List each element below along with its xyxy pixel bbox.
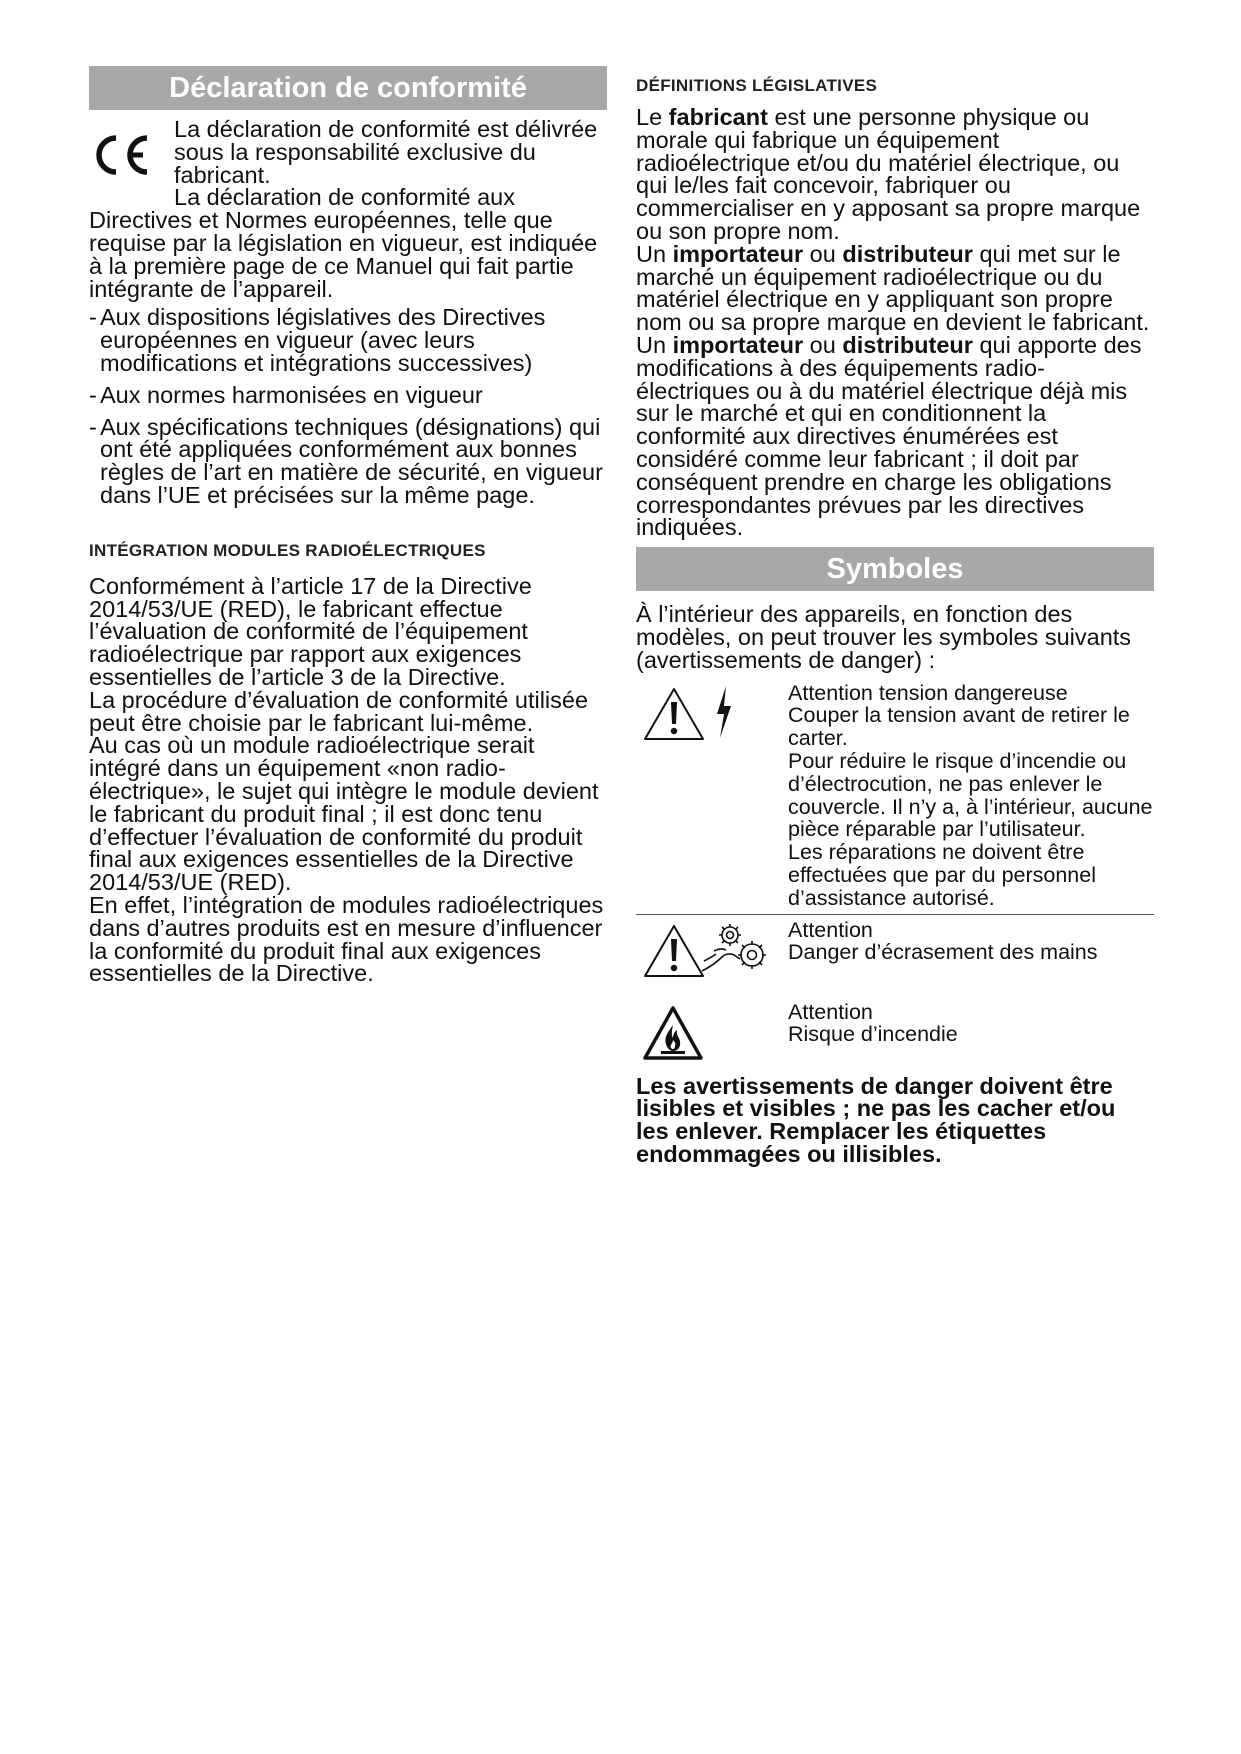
- ce-intro-text: La déclaration de conformité est délivrée sous la responsabilité exclusive du fabricant.: [174, 116, 598, 188]
- symbol-fire-row: [636, 1001, 1154, 1061]
- radio-paragraph: Conformément à l’article 17 de la Directive 2014/53/UE (RED), le fabricant effectue l’évaluation de conformité de l’équipement radioélectrique par rapport aux exigences essentielles de l’article 3 de la Directive.: [89, 572, 532, 690]
- symbol-text-line: Les réparations ne doivent être effectuées que par du personnel d’assistance autorisé.: [788, 840, 1097, 910]
- warning-labels-notice: Les avertissements de danger doivent être lisibles et visibles ; ne pas les cacher et/ou les enlever. Remplacer les étiquettes endommagées ou illisibles.: [636, 1072, 1116, 1167]
- symbol-text-line: Risque d’incendie: [788, 1022, 958, 1047]
- symbol-text-line: Attention: [788, 917, 873, 942]
- symbol-crush-row: [636, 919, 1154, 989]
- radio-paragraph: La procédure d’évaluation de conformité utilisée peut être choisie par le fabricant lui-même.: [89, 686, 589, 736]
- right-column: [636, 66, 1154, 1166]
- list-item: - Aux dispositions législatives des Directives européennes en vigueur (avec leurs modifications et intégrations successives): [89, 304, 546, 376]
- symbol-divider: [636, 914, 1154, 915]
- fire-hazard-icon: [642, 1005, 704, 1061]
- section-title-symbols: Symboles: [636, 547, 1154, 591]
- left-column: [89, 66, 607, 985]
- symbol-text-line: Danger d’écrasement des mains: [788, 940, 1098, 965]
- symbol-text-line: Couper la tension avant de retirer le carter.: [788, 703, 1130, 751]
- symbols-intro: À l’intérieur des appareils, en fonction des modèles, on peut trouver les symboles suivants (avertissements de danger) :: [636, 601, 1132, 673]
- symbol-text-line: Attention: [788, 999, 873, 1024]
- hand-crush-gears-icon: [700, 921, 772, 977]
- legal-definitions-heading: DÉFINITIONS LÉGISLATIVES: [636, 76, 878, 95]
- ce-paragraph: La déclaration de conformité aux Directives et Normes européennes, telle que requise par la législation en vigueur, est indiquée à la première page de ce Manuel qui fait partie intégrante de l’appareil.: [89, 184, 598, 302]
- ce-mark-icon: [89, 132, 151, 178]
- radio-modules-body: [89, 572, 607, 987]
- definition-importer-2: Un importateur ou distributeur qui apporte des modifications à des équipements radio-électriques ou à du matériel électrique déjà mis sur le marché et qui en conditionnent la conformité aux directives énumérées est considéré comme leur fabricant ; il doit par conséquent prendre en charge les obligations correspondantes prévues par les directives indiquées.: [636, 331, 1142, 541]
- radio-paragraph: Au cas où un module radioélectrique serait intégré dans un équipement «non radio- électrique», le sujet qui intègre le module devient le fabricant du produit final ; il est donc tenu d’effectuer l’évaluation de conformité du produit final aux exigences essentielles de la Directive 2014/53/UE (RED).: [89, 732, 599, 896]
- lightning-bolt-icon: [712, 682, 736, 742]
- ce-block: [89, 118, 607, 300]
- warning-triangle-icon: [642, 686, 706, 742]
- symbol-voltage-row: [636, 682, 1154, 910]
- list-item: - Aux spécifications techniques (désignations) qui ont été appliquées conformément aux bonnes règles de l’art en matière de sécurité, en vigueur dans l’UE et précisées sur la même page.: [89, 413, 603, 508]
- symbol-text-line: Pour réduire le risque d’incendie ou d’électrocution, ne pas enlever le couvercle. Il n’y a, à l’intérieur, aucune pièce réparable par l’utilisateur.: [788, 748, 1153, 842]
- list-item: - Aux normes harmonisées en vigueur: [89, 381, 483, 408]
- conformity-list: [89, 306, 607, 506]
- section-title-declaration: Déclaration de conformité: [89, 66, 607, 110]
- warning-triangle-icon: [642, 923, 706, 979]
- definition-manufacturer: Le fabricant est une personne physique ou morale qui fabrique un équipement radioélectrique et/ou du matériel électrique, ou qui le/les fait concevoir, fabriquer ou commercialiser en y apposant sa propre marque ou son propre nom.: [636, 104, 1141, 244]
- definition-importer-1: Un importateur ou distributeur qui met sur le marché un équipement radioélectrique ou du matériel électrique en y appliquant son propre nom ou sa propre marque en devient le fabricant.: [636, 240, 1150, 336]
- definitions-body: [636, 106, 1154, 539]
- radio-modules-heading: INTÉGRATION MODULES RADIOÉLECTRIQUES: [89, 540, 486, 560]
- symbol-text-line: Attention tension dangereuse: [788, 680, 1068, 705]
- radio-paragraph: En effet, l’intégration de modules radioélectriques dans d’autres produits est en mesure d’influencer la conformité du produit final aux exigences essentielles de la Directive.: [89, 891, 604, 987]
